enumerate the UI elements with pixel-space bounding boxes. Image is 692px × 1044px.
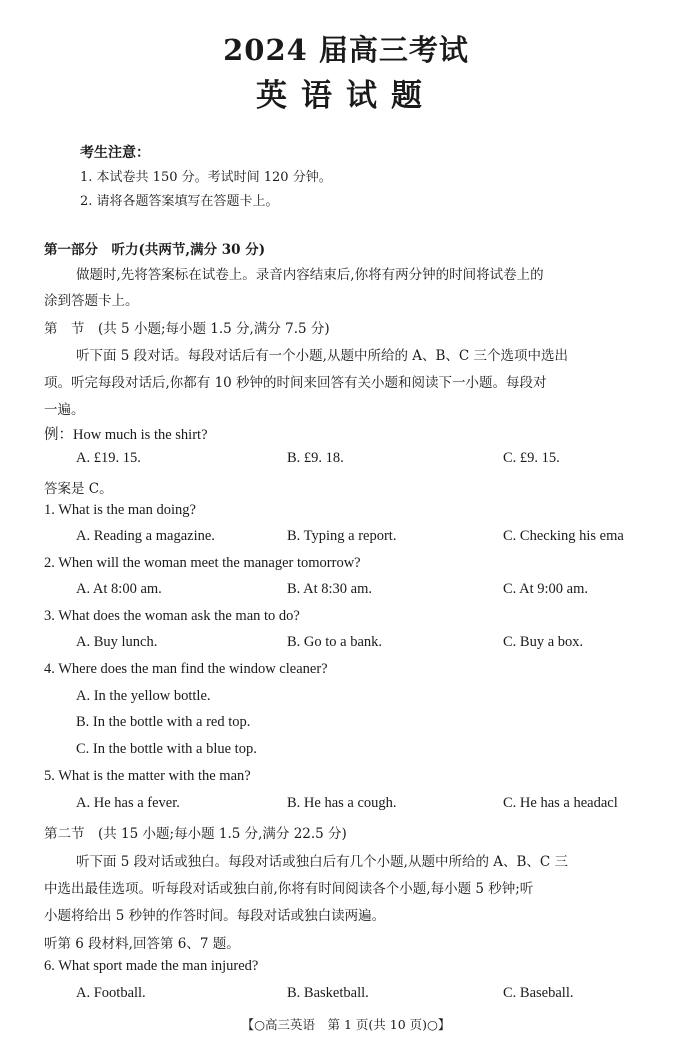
- q2-option-c: C. At 9:00 am.: [503, 581, 588, 597]
- q6-option-c: C. Baseball.: [503, 985, 574, 1001]
- section2-instructions: 中选出最佳选项。听每段对话或独白前,你将有时间阅读各个小题,每小题 5 秒钟;听: [44, 881, 534, 897]
- part1-heading: 第一部分 听力(共两节,满分 30 分): [44, 242, 266, 258]
- page-footer: 【○高三英语 第 1 页(共 10 页)○】: [241, 1017, 451, 1032]
- example-option-b: B. £9. 18.: [287, 450, 344, 466]
- q4-option-c: C. In the bottle with a blue top.: [76, 741, 257, 757]
- q2-option-a: A. At 8:00 am.: [76, 581, 162, 597]
- section1-instructions: 听下面 5 段对话。每段对话后有一个小题,从题中所给的 A、B、C 三个选项中选出: [76, 348, 569, 364]
- q3-option-a: A. Buy lunch.: [76, 634, 158, 650]
- q1-option-a: A. Reading a magazine.: [76, 528, 215, 544]
- question-3: 3. What does the woman ask the man to do?: [44, 608, 300, 624]
- q3-option-b: B. Go to a bank.: [287, 634, 383, 650]
- q1-option-c: C. Checking his ema: [503, 528, 624, 544]
- notice-item: 2. 请将各题答案填写在答题卡上。: [80, 194, 279, 209]
- question-2: 2. When will the woman meet the manager tomorrow?: [44, 555, 361, 571]
- q4-option-a: A. In the yellow bottle.: [76, 688, 211, 704]
- example-answer: 答案是 C。: [44, 481, 113, 497]
- q1-option-b: B. Typing a report.: [287, 528, 397, 544]
- q2-option-b: B. At 8:30 am.: [287, 581, 372, 597]
- exam-title: 2024 届高三考试: [223, 33, 469, 67]
- q5-option-b: B. He has a cough.: [287, 795, 397, 811]
- q6-option-a: A. Football.: [76, 985, 146, 1001]
- section2-instructions: 小题将给出 5 秒钟的作答时间。每段对话或独白读两遍。: [44, 908, 386, 924]
- q3-option-c: C. Buy a box.: [503, 634, 584, 650]
- q6-option-b: B. Basketball.: [287, 985, 369, 1001]
- exam-subject-title: 英语试题: [256, 78, 436, 114]
- notice-item: 1. 本试卷共 150 分。考试时间 120 分钟。: [80, 170, 332, 185]
- question-6: 6. What sport made the man injured?: [44, 958, 259, 974]
- example-option-a: A. £19. 15.: [76, 450, 141, 466]
- section2-heading: 第二节 (共 15 小题;每小题 1.5 分,满分 22.5 分): [44, 826, 347, 842]
- question-5: 5. What is the matter with the man?: [44, 768, 251, 784]
- notice-heading: 考生注意：: [80, 145, 150, 161]
- question-1: 1. What is the man doing?: [44, 502, 196, 518]
- q5-option-a: A. He has a fever.: [76, 795, 180, 811]
- example-question: 例：How much is the shirt?: [44, 427, 208, 443]
- section2-instructions: 听下面 5 段对话或独白。每段对话或独白后有几个小题,从题中所给的 A、B、C 三: [76, 854, 569, 870]
- section1-instructions: 一遍。: [44, 402, 85, 418]
- q4-option-b: B. In the bottle with a red top.: [76, 714, 251, 730]
- material-note: 听第 6 段材料,回答第 6、7 题。: [44, 936, 240, 952]
- part1-instructions: 涂到答题卡上。: [44, 293, 139, 309]
- part1-instructions: 做题时,先将答案标在试卷上。录音内容结束后,你将有两分钟的时间将试卷上的: [76, 267, 544, 283]
- section1-instructions: 项。听完每段对话后,你都有 10 秒钟的时间来回答有关小题和阅读下一小题。每段对: [44, 375, 547, 391]
- example-option-c: C. £9. 15.: [503, 450, 560, 466]
- section1-heading: 第 节 (共 5 小题;每小题 1.5 分,满分 7.5 分): [44, 321, 330, 337]
- question-4: 4. Where does the man find the window cleaner?: [44, 661, 328, 677]
- q5-option-c: C. He has a headacl: [503, 795, 618, 811]
